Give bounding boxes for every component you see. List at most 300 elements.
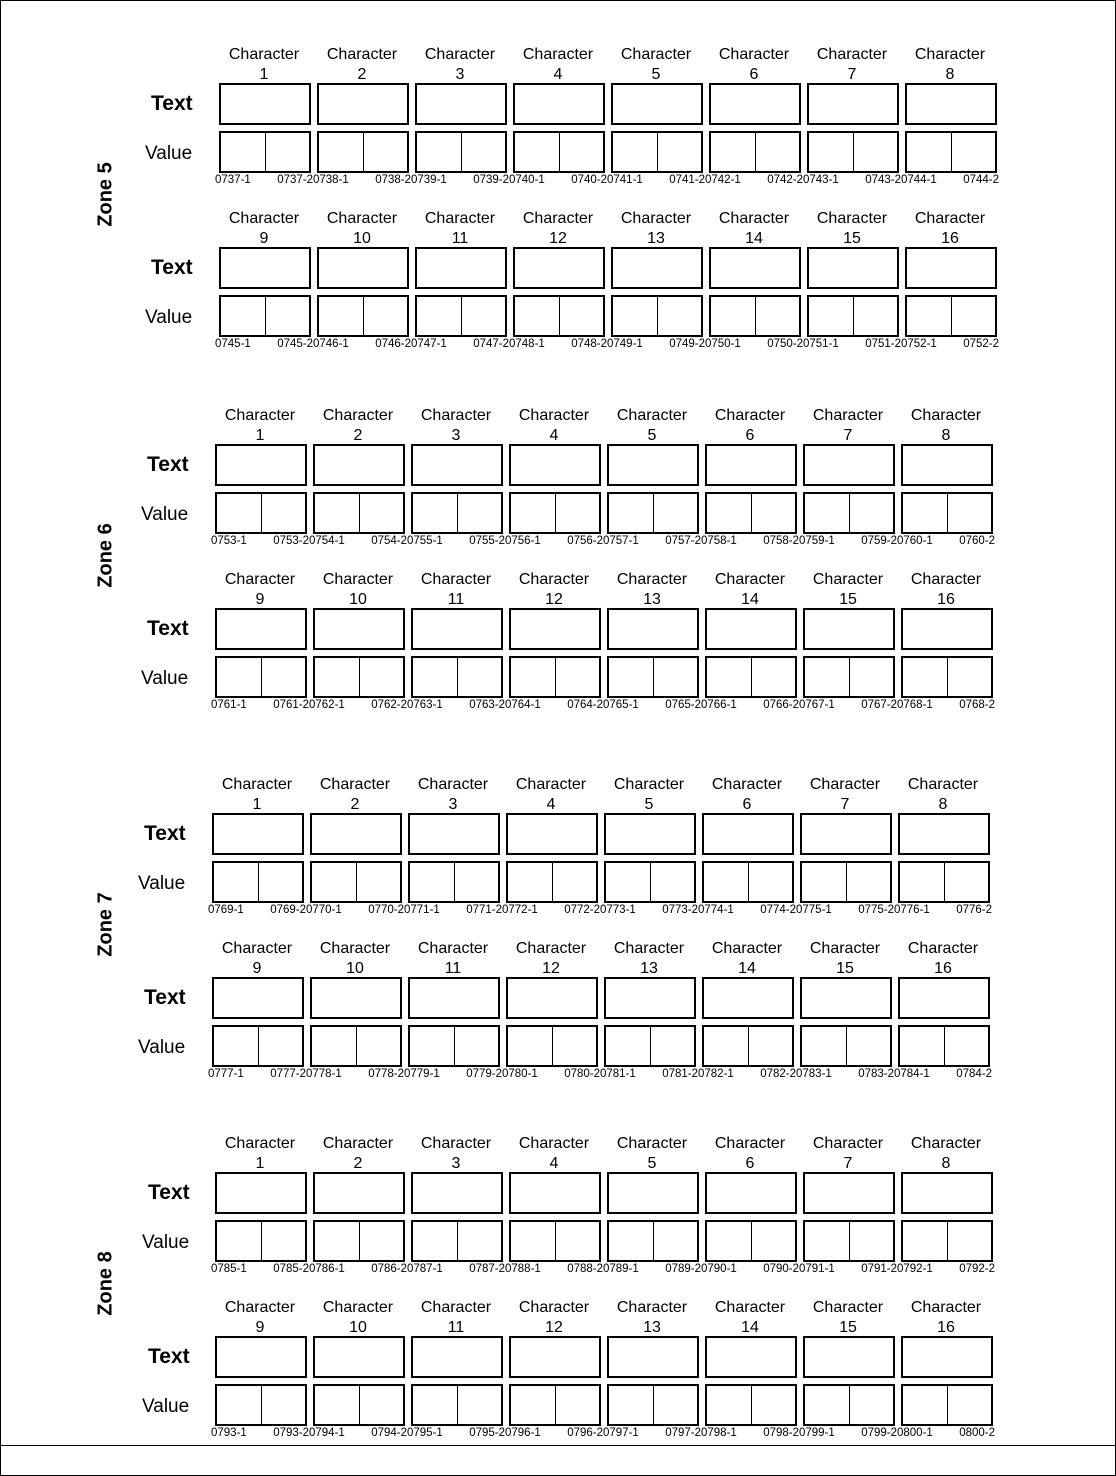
value-cell[interactable]	[704, 863, 748, 901]
character-heading-word: Character	[910, 407, 982, 424]
value-cell[interactable]	[511, 1222, 555, 1260]
character-text-box[interactable]	[313, 608, 405, 650]
character-text-box[interactable]	[901, 1336, 993, 1378]
value-cell[interactable]	[511, 494, 555, 532]
character-text-box[interactable]	[800, 813, 892, 855]
value-cell[interactable]	[609, 658, 653, 696]
character-heading-word: Character	[224, 1299, 296, 1316]
character-text-box[interactable]	[800, 977, 892, 1019]
character-heading	[605, 1134, 699, 1174]
value-cell[interactable]	[511, 658, 555, 696]
character-text-box[interactable]	[509, 1336, 601, 1378]
value-cell[interactable]	[457, 1386, 502, 1424]
character-column	[605, 1298, 699, 1448]
value-cell[interactable]	[221, 133, 265, 171]
character-value-box	[705, 492, 797, 534]
character-heading	[217, 45, 311, 85]
value-cell[interactable]	[711, 297, 755, 335]
value-codes	[901, 338, 999, 350]
character-text-box[interactable]	[905, 83, 997, 125]
value-cell[interactable]	[805, 1222, 849, 1260]
character-value-box	[313, 656, 405, 698]
character-text-box[interactable]	[411, 444, 503, 486]
value-codes	[799, 535, 897, 547]
character-heading	[507, 1134, 601, 1174]
character-text-box[interactable]	[611, 83, 703, 125]
value-codes	[502, 904, 600, 916]
value-cell[interactable]	[221, 297, 265, 335]
character-text-box[interactable]	[411, 1172, 503, 1214]
value-cell[interactable]	[809, 133, 853, 171]
value-code: 0799-1	[799, 1427, 835, 1439]
value-cell[interactable]	[748, 1027, 793, 1065]
value-cell[interactable]	[809, 297, 853, 335]
value-cell[interactable]	[805, 1386, 849, 1424]
character-heading	[896, 775, 990, 815]
character-heading	[311, 1134, 405, 1174]
value-codes	[603, 699, 701, 711]
character-column	[315, 209, 409, 359]
value-cell[interactable]	[704, 1027, 748, 1065]
character-column	[703, 570, 797, 720]
character-heading-word: Character	[221, 940, 293, 957]
value-code: 0782-2	[760, 1068, 796, 1080]
value-cell[interactable]	[846, 863, 891, 901]
character-text-box[interactable]	[219, 83, 311, 125]
value-cell[interactable]	[555, 1222, 600, 1260]
character-text-box[interactable]	[604, 977, 696, 1019]
value-cell[interactable]	[363, 297, 408, 335]
value-cell[interactable]	[846, 1027, 891, 1065]
character-number: 10	[346, 960, 364, 977]
character-text-box[interactable]	[219, 247, 311, 289]
value-cell[interactable]	[312, 1027, 356, 1065]
character-heading-word: Character	[812, 571, 884, 588]
value-cell[interactable]	[849, 1386, 894, 1424]
value-code: 0779-2	[466, 1068, 502, 1080]
value-cell[interactable]	[653, 1386, 698, 1424]
value-cell[interactable]	[214, 1027, 258, 1065]
character-text-box[interactable]	[898, 977, 990, 1019]
character-text-box[interactable]	[506, 977, 598, 1019]
value-cell[interactable]	[413, 1222, 457, 1260]
value-cell[interactable]	[947, 494, 992, 532]
value-codes	[404, 1068, 502, 1080]
value-codes	[208, 1068, 306, 1080]
value-cell[interactable]	[261, 494, 306, 532]
value-cell[interactable]	[900, 1027, 944, 1065]
value-cell[interactable]	[410, 863, 454, 901]
value-cell[interactable]	[319, 133, 363, 171]
value-cell[interactable]	[903, 658, 947, 696]
value-cell[interactable]	[751, 1222, 796, 1260]
character-text-box[interactable]	[415, 247, 507, 289]
character-heading	[602, 775, 696, 815]
value-cell[interactable]	[413, 494, 457, 532]
character-text-box[interactable]	[709, 83, 801, 125]
value-code: 0740-1	[509, 174, 545, 186]
character-heading-word: Character	[714, 1299, 786, 1316]
character-text-box[interactable]	[803, 444, 895, 486]
value-cell[interactable]	[261, 658, 306, 696]
value-cell[interactable]	[853, 297, 898, 335]
character-text-box[interactable]	[607, 1172, 699, 1214]
value-cell[interactable]	[748, 863, 793, 901]
value-cell[interactable]	[657, 297, 702, 335]
value-cell[interactable]	[613, 133, 657, 171]
character-number: 7	[840, 796, 850, 813]
value-code: 0748-2	[571, 338, 607, 350]
value-code: 0761-1	[211, 699, 247, 711]
value-cell[interactable]	[751, 494, 796, 532]
value-code: 0743-1	[803, 174, 839, 186]
value-cell[interactable]	[907, 133, 951, 171]
character-text-box[interactable]	[705, 444, 797, 486]
value-cell[interactable]	[515, 297, 559, 335]
character-value-box	[901, 492, 993, 534]
character-number: 16	[937, 591, 955, 608]
value-cell[interactable]	[359, 1222, 404, 1260]
character-heading-word: Character	[322, 1299, 394, 1316]
value-cell[interactable]	[802, 863, 846, 901]
value-codes	[411, 174, 509, 186]
character-heading	[605, 406, 699, 446]
character-number: 3	[455, 66, 465, 83]
value-cell[interactable]	[606, 863, 650, 901]
value-code: 0750-2	[767, 338, 803, 350]
value-cell[interactable]	[217, 658, 261, 696]
character-text-box[interactable]	[411, 608, 503, 650]
value-cell[interactable]	[951, 297, 996, 335]
value-codes	[901, 174, 999, 186]
character-text-box[interactable]	[803, 1172, 895, 1214]
character-heading-word: Character	[224, 407, 296, 424]
value-cell[interactable]	[214, 863, 258, 901]
character-text-box[interactable]	[215, 1336, 307, 1378]
value-cell[interactable]	[508, 1027, 552, 1065]
value-codes	[505, 1263, 603, 1275]
character-text-box[interactable]	[705, 608, 797, 650]
character-text-box[interactable]	[898, 813, 990, 855]
value-cell[interactable]	[609, 1386, 653, 1424]
value-cell[interactable]	[653, 494, 698, 532]
value-cell[interactable]	[508, 863, 552, 901]
value-cell[interactable]	[410, 1027, 454, 1065]
character-column	[409, 570, 503, 720]
character-heading-word: Character	[914, 210, 986, 227]
character-heading	[409, 406, 503, 446]
value-code: 0790-2	[763, 1263, 799, 1275]
character-value-box	[219, 131, 311, 173]
character-text-box[interactable]	[901, 444, 993, 486]
character-value-box	[415, 295, 507, 337]
value-cell[interactable]	[315, 494, 359, 532]
value-code: 0795-2	[469, 1427, 505, 1439]
value-cell[interactable]	[907, 297, 951, 335]
value-cell[interactable]	[454, 863, 499, 901]
character-text-box[interactable]	[709, 247, 801, 289]
character-value-box	[215, 1220, 307, 1262]
character-text-box[interactable]	[513, 247, 605, 289]
value-cell[interactable]	[265, 133, 310, 171]
value-cell[interactable]	[707, 1386, 751, 1424]
character-text-box[interactable]	[509, 444, 601, 486]
value-code: 0757-1	[603, 535, 639, 547]
character-text-box[interactable]	[702, 813, 794, 855]
value-cell[interactable]	[457, 1222, 502, 1260]
character-text-box[interactable]	[317, 247, 409, 289]
value-cell[interactable]	[359, 1386, 404, 1424]
value-cell[interactable]	[802, 1027, 846, 1065]
character-text-box[interactable]	[702, 977, 794, 1019]
value-cell[interactable]	[356, 1027, 401, 1065]
value-cell[interactable]	[711, 133, 755, 171]
character-number: 10	[349, 591, 367, 608]
character-text-box[interactable]	[509, 1172, 601, 1214]
value-cell[interactable]	[265, 297, 310, 335]
character-text-box[interactable]	[215, 444, 307, 486]
value-codes	[799, 699, 897, 711]
value-cell[interactable]	[359, 494, 404, 532]
value-cell[interactable]	[853, 133, 898, 171]
character-number: 1	[255, 1155, 265, 1172]
value-codes	[799, 1263, 897, 1275]
character-text-box[interactable]	[513, 83, 605, 125]
value-cell[interactable]	[755, 133, 800, 171]
character-column	[700, 939, 794, 1089]
character-text-box[interactable]	[408, 977, 500, 1019]
value-code: 0754-1	[309, 535, 345, 547]
character-text-box[interactable]	[611, 247, 703, 289]
character-heading-word: Character	[420, 407, 492, 424]
value-cell[interactable]	[417, 133, 461, 171]
value-cell[interactable]	[903, 1222, 947, 1260]
value-cell[interactable]	[903, 494, 947, 532]
character-text-box[interactable]	[215, 1172, 307, 1214]
character-column	[609, 209, 703, 359]
text-row-label: Text	[147, 453, 189, 476]
character-block	[1, 566, 1115, 716]
character-heading-word: Character	[326, 210, 398, 227]
value-cell[interactable]	[900, 863, 944, 901]
value-cell[interactable]	[555, 494, 600, 532]
value-code: 0799-2	[861, 1427, 897, 1439]
value-cell[interactable]	[609, 1222, 653, 1260]
value-cell[interactable]	[947, 658, 992, 696]
character-number: 4	[553, 66, 563, 83]
value-cell[interactable]	[315, 1386, 359, 1424]
character-text-box[interactable]	[803, 608, 895, 650]
value-cell[interactable]	[356, 863, 401, 901]
value-cell[interactable]	[258, 863, 303, 901]
value-cell[interactable]	[461, 297, 506, 335]
character-value-box	[310, 861, 402, 903]
character-text-box[interactable]	[310, 813, 402, 855]
character-text-box[interactable]	[705, 1336, 797, 1378]
value-cell[interactable]	[947, 1386, 992, 1424]
value-cell[interactable]	[258, 1027, 303, 1065]
character-heading	[308, 775, 402, 815]
character-block	[1, 205, 1115, 355]
character-heading-word: Character	[515, 940, 587, 957]
character-heading-word: Character	[907, 776, 979, 793]
value-code: 0766-2	[763, 699, 799, 711]
character-column	[511, 209, 605, 359]
character-heading	[605, 570, 699, 610]
value-cell[interactable]	[413, 1386, 457, 1424]
character-heading	[700, 775, 794, 815]
character-text-box[interactable]	[506, 813, 598, 855]
value-cell[interactable]	[217, 1222, 261, 1260]
character-text-box[interactable]	[607, 444, 699, 486]
character-number: 1	[255, 427, 265, 444]
value-cell[interactable]	[707, 1222, 751, 1260]
character-column	[311, 1134, 405, 1284]
value-cell[interactable]	[944, 1027, 989, 1065]
value-codes	[897, 1263, 995, 1275]
character-column	[217, 45, 311, 195]
character-text-box[interactable]	[415, 83, 507, 125]
character-heading	[707, 209, 801, 249]
value-cell[interactable]	[319, 297, 363, 335]
character-text-box[interactable]	[509, 608, 601, 650]
character-text-box[interactable]	[607, 1336, 699, 1378]
value-cell[interactable]	[552, 863, 597, 901]
character-column	[609, 45, 703, 195]
value-cell[interactable]	[555, 658, 600, 696]
value-cell[interactable]	[515, 133, 559, 171]
character-text-box[interactable]	[411, 1336, 503, 1378]
value-cell[interactable]	[261, 1222, 306, 1260]
value-cell[interactable]	[650, 863, 695, 901]
character-text-box[interactable]	[807, 83, 899, 125]
value-cell[interactable]	[951, 133, 996, 171]
value-code: 0775-2	[858, 904, 894, 916]
value-cell[interactable]	[559, 133, 604, 171]
value-code: 0770-2	[368, 904, 404, 916]
character-value-box	[611, 295, 703, 337]
value-cell[interactable]	[947, 1222, 992, 1260]
value-cell[interactable]	[606, 1027, 650, 1065]
value-codes	[407, 1263, 505, 1275]
value-code: 0745-1	[215, 338, 251, 350]
character-number: 12	[549, 230, 567, 247]
value-cell[interactable]	[609, 494, 653, 532]
value-code: 0762-1	[309, 699, 345, 711]
character-column	[409, 1298, 503, 1448]
value-cell[interactable]	[552, 1027, 597, 1065]
character-column	[899, 406, 993, 556]
character-text-box[interactable]	[310, 977, 402, 1019]
value-cell[interactable]	[417, 297, 461, 335]
value-cell[interactable]	[751, 658, 796, 696]
value-cell[interactable]	[707, 494, 751, 532]
character-number: 1	[259, 66, 269, 83]
value-code: 0765-2	[665, 699, 701, 711]
value-cell[interactable]	[217, 1386, 261, 1424]
value-cell[interactable]	[359, 658, 404, 696]
value-cell[interactable]	[511, 1386, 555, 1424]
character-text-box[interactable]	[705, 1172, 797, 1214]
value-cell[interactable]	[653, 658, 698, 696]
value-cell[interactable]	[363, 133, 408, 171]
value-cell[interactable]	[650, 1027, 695, 1065]
value-cell[interactable]	[315, 658, 359, 696]
character-text-box[interactable]	[803, 1336, 895, 1378]
value-cell[interactable]	[707, 658, 751, 696]
value-cell[interactable]	[217, 494, 261, 532]
character-text-box[interactable]	[607, 608, 699, 650]
value-cell[interactable]	[657, 133, 702, 171]
character-text-box[interactable]	[313, 444, 405, 486]
value-cell[interactable]	[413, 658, 457, 696]
character-text-box[interactable]	[901, 608, 993, 650]
character-text-box[interactable]	[604, 813, 696, 855]
character-text-box[interactable]	[313, 1172, 405, 1214]
value-row-label: Value	[142, 1232, 190, 1253]
character-text-box[interactable]	[905, 247, 997, 289]
value-code: 0780-2	[564, 1068, 600, 1080]
value-code: 0776-1	[894, 904, 930, 916]
value-cell[interactable]	[805, 494, 849, 532]
value-cell[interactable]	[315, 1222, 359, 1260]
character-text-box[interactable]	[408, 813, 500, 855]
value-codes	[215, 338, 313, 350]
character-heading	[504, 939, 598, 979]
character-text-box[interactable]	[215, 608, 307, 650]
character-value-box	[219, 295, 311, 337]
character-heading-word: Character	[718, 210, 790, 227]
value-codes	[208, 904, 306, 916]
value-cell[interactable]	[312, 863, 356, 901]
character-text-box[interactable]	[901, 1172, 993, 1214]
value-codes	[803, 338, 901, 350]
value-cell[interactable]	[559, 297, 604, 335]
character-value-box	[313, 492, 405, 534]
value-cell[interactable]	[903, 1386, 947, 1424]
value-cell[interactable]	[653, 1222, 698, 1260]
character-heading	[899, 406, 993, 446]
value-code: 0795-1	[407, 1427, 443, 1439]
value-cell[interactable]	[555, 1386, 600, 1424]
character-text-box[interactable]	[212, 813, 304, 855]
value-cell[interactable]	[849, 494, 894, 532]
character-text-box[interactable]	[212, 977, 304, 1019]
value-codes	[306, 904, 404, 916]
value-cell[interactable]	[457, 658, 502, 696]
value-cell[interactable]	[944, 863, 989, 901]
value-cell[interactable]	[461, 133, 506, 171]
value-cell[interactable]	[613, 297, 657, 335]
value-cell[interactable]	[751, 1386, 796, 1424]
value-cell[interactable]	[261, 1386, 306, 1424]
value-cell[interactable]	[454, 1027, 499, 1065]
character-number: 5	[651, 66, 661, 83]
value-cell[interactable]	[849, 658, 894, 696]
character-text-box[interactable]	[317, 83, 409, 125]
character-heading	[801, 406, 895, 446]
character-number: 6	[749, 66, 759, 83]
character-text-box[interactable]	[313, 1336, 405, 1378]
value-cell[interactable]	[755, 297, 800, 335]
character-heading	[507, 570, 601, 610]
character-column	[308, 939, 402, 1089]
character-text-box[interactable]	[807, 247, 899, 289]
value-cell[interactable]	[805, 658, 849, 696]
value-code: 0789-1	[603, 1263, 639, 1275]
value-cell[interactable]	[457, 494, 502, 532]
value-cell[interactable]	[849, 1222, 894, 1260]
